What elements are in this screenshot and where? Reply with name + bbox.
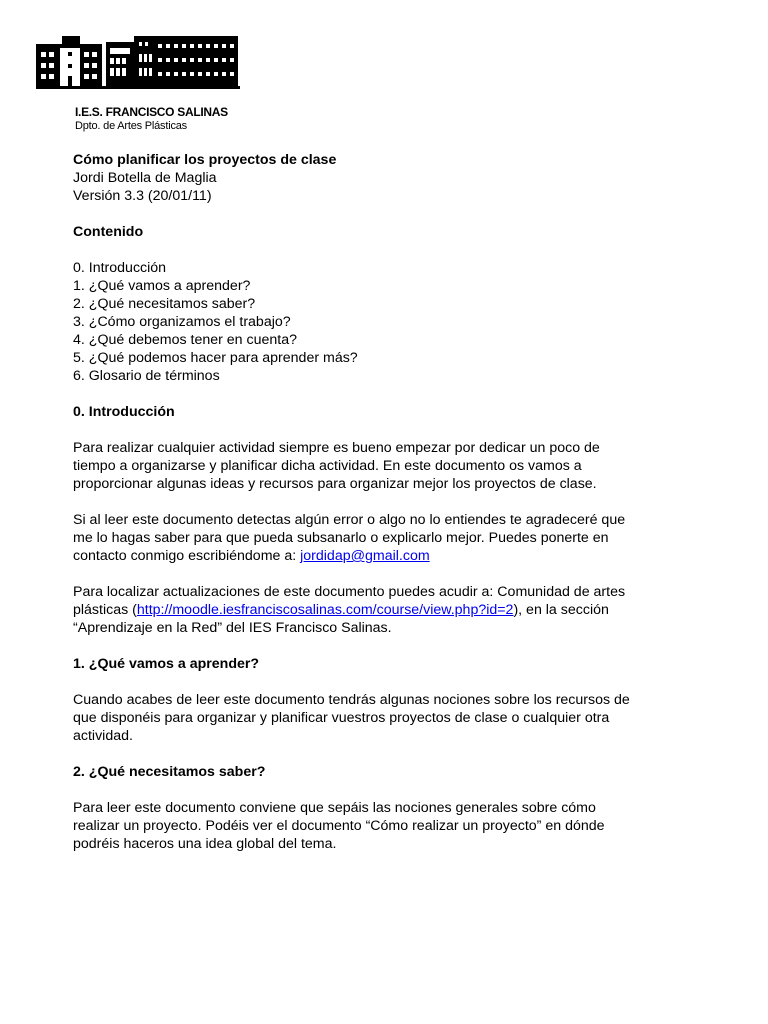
email-link[interactable]: jordidap@gmail.com xyxy=(300,548,430,564)
section-heading-saber: 2. ¿Qué necesitamos saber? xyxy=(73,764,266,780)
toc-item: 1. ¿Qué vamos a aprender? xyxy=(73,278,251,294)
toc-item: 5. ¿Qué podemos hacer para aprender más? xyxy=(73,350,358,366)
school-building-icon xyxy=(36,34,240,106)
paragraph-line: Para leer este documento conviene que sepáis las nociones generales sobre cómo xyxy=(73,800,596,816)
paragraph-line: proporcionar algunas ideas y recursos para organizar mejor los proyectos de clase. xyxy=(73,476,597,492)
paragraph-line: me lo hagas saber para que pueda subsanarlo o explicarlo mejor. Puedes ponerte en xyxy=(73,530,609,546)
paragraph-line: Para localizar actualizaciones de este documento puedes acudir a: Comunidad de artes xyxy=(73,584,626,600)
paragraph-line: “Aprendizaje en la Red” del IES Francisco Salinas. xyxy=(73,620,392,636)
document-version: Versión 3.3 (20/01/11) xyxy=(73,188,212,204)
toc-heading: Contenido xyxy=(73,224,144,240)
moodle-url-link[interactable]: http://moodle.iesfranciscosalinas.com/course/view.php?id=2 xyxy=(136,602,514,618)
department-name: Dpto. de Artes Plásticas xyxy=(75,120,187,132)
section-heading-introduccion: 0. Introducción xyxy=(73,404,175,420)
paragraph-line xyxy=(73,601,723,619)
link-prefix-text: plásticas ( xyxy=(73,602,137,618)
paragraph-line: Cuando acabes de leer este documento tendrás algunas nociones sobre los recursos de xyxy=(73,692,630,708)
paragraph-line: Si al leer este documento detectas algún error o algo no lo entiendes te agradeceré que xyxy=(73,512,626,528)
toc-item: 4. ¿Qué debemos tener en cuenta? xyxy=(73,332,297,348)
document-author: Jordi Botella de Maglia xyxy=(73,170,217,186)
paragraph-line: Para realizar cualquier actividad siempre es bueno empezar por dedicar un poco de xyxy=(73,440,600,456)
link-suffix-text: ), en la sección xyxy=(513,602,609,618)
toc-item: 2. ¿Qué necesitamos saber? xyxy=(73,296,256,312)
paragraph-line: podréis haceros una idea global del tema. xyxy=(73,836,337,852)
paragraph-line: tiempo a organizarse y planificar dicha actividad. En este documento os vamos a xyxy=(73,458,582,474)
document-body xyxy=(73,151,723,853)
paragraph-line: actividad. xyxy=(73,728,133,744)
paragraph-line: realizar un proyecto. Podéis ver el documento “Cómo realizar un proyecto” en dónde xyxy=(73,818,605,834)
toc-item: 6. Glosario de términos xyxy=(73,368,220,384)
paragraph-line xyxy=(73,547,723,565)
school-name: I.E.S. FRANCISCO SALINAS xyxy=(75,105,228,119)
toc-item: 0. Introducción xyxy=(73,260,167,276)
document-title: Cómo planificar los proyectos de clase xyxy=(73,152,337,168)
school-logo xyxy=(36,34,240,134)
paragraph-line: que disponéis para organizar y planificar vuestros proyectos de clase o cualquier otra xyxy=(73,710,610,726)
section-heading-aprender: 1. ¿Qué vamos a aprender? xyxy=(73,656,260,672)
toc-item: 3. ¿Cómo organizamos el trabajo? xyxy=(73,314,291,330)
contact-text: contacto conmigo escribiéndome a: xyxy=(73,548,301,564)
